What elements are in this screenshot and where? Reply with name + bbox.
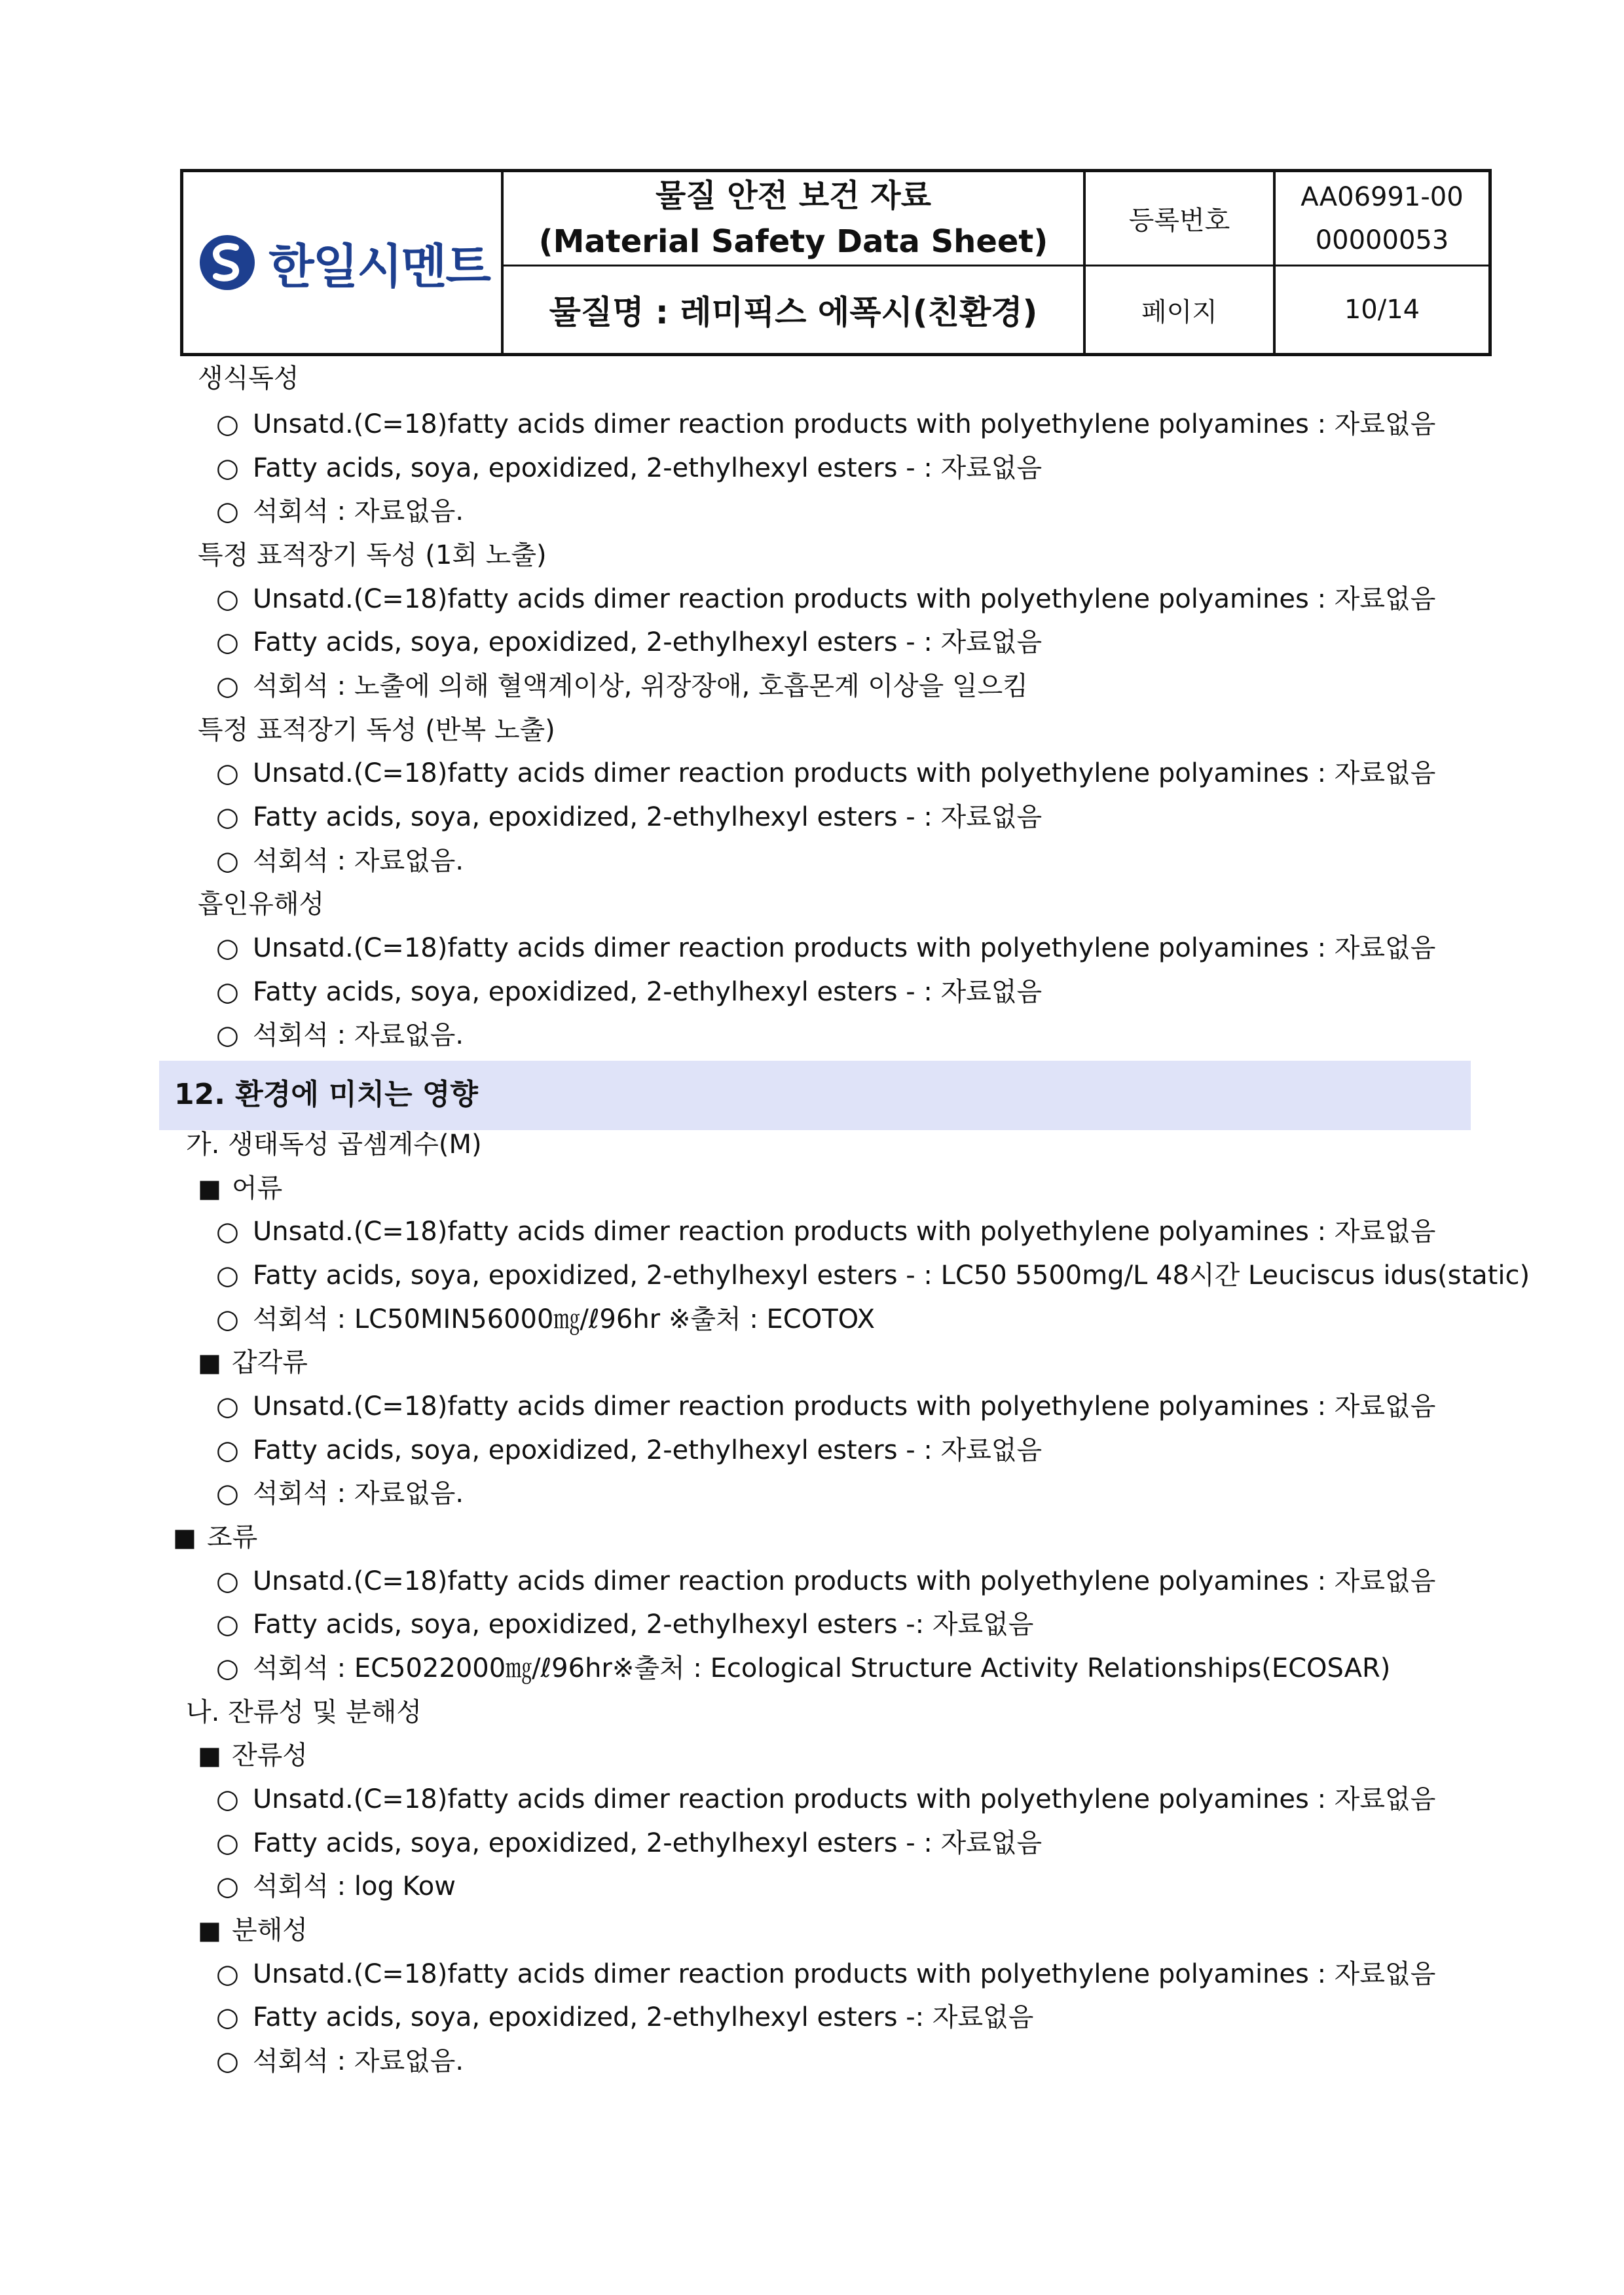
subheading: 나. 잔류성 및 분해성	[186, 1697, 422, 1727]
list-item: ○ 석회석 : 자료없음.	[216, 843, 464, 879]
list-item: ○ Fatty acids, soya, epoxidized, 2-ethylhexyl esters -: 자료없음	[216, 1606, 1033, 1643]
subheading: 흡인유해성	[198, 889, 325, 919]
category-heading: ■ 분해성	[198, 1912, 308, 1949]
list-item: ○ 석회석 : 자료없음.	[216, 1475, 464, 1512]
category-heading: ■ 어류	[198, 1170, 282, 1207]
square-bullet-icon: ■	[198, 1348, 221, 1377]
circle-bullet-icon: ○	[216, 1871, 239, 1901]
msds-header-table	[180, 169, 1492, 356]
registration-number-line1: AA06991-00	[1301, 181, 1464, 212]
page-number: 10/14	[1344, 295, 1420, 325]
product-name: 물질명 : 레미픽스 에폭시(친환경)	[549, 293, 1038, 331]
list-item: ○ 석회석 : 자료없음.	[216, 2043, 464, 2080]
registration-label: 등록번호	[1128, 206, 1230, 236]
category-heading: ■ 잔류성	[198, 1737, 308, 1774]
circle-bullet-icon: ○	[216, 1828, 239, 1858]
circle-bullet-icon: ○	[216, 1653, 239, 1683]
registration-number-line2: 00000053	[1315, 225, 1449, 255]
list-item: ○ Fatty acids, soya, epoxidized, 2-ethylhexyl esters - : 자료없음	[216, 974, 1042, 1010]
category-heading: ■ 갑각류	[198, 1344, 308, 1381]
circle-bullet-icon: ○	[216, 1217, 239, 1247]
list-item: ○ Unsatd.(C=18)fatty acids dimer reaction products with polyethylene polyamines : 자료없음	[216, 1781, 1435, 1818]
circle-bullet-icon: ○	[216, 1304, 239, 1334]
subheading: 특정 표적장기 독성 (반복 노출)	[198, 715, 555, 745]
list-item: ○ Unsatd.(C=18)fatty acids dimer reaction products with polyethylene polyamines : 자료없음	[216, 581, 1435, 617]
circle-bullet-icon: ○	[216, 1959, 239, 1989]
circle-bullet-icon: ○	[216, 1566, 239, 1596]
category-heading: ■ 조류	[173, 1519, 257, 1556]
list-item: ○ 석회석 : EC5022000㎎/ℓ96hr※출처 : Ecological Structure Activity Relationships(ECOSAR)	[216, 1650, 1390, 1687]
circle-bullet-icon: ○	[216, 1435, 239, 1465]
square-bullet-icon: ■	[198, 1916, 221, 1945]
title-korean: 물질 안전 보건 자료	[655, 177, 932, 214]
circle-bullet-icon: ○	[216, 584, 239, 614]
circle-bullet-icon: ○	[216, 671, 239, 701]
circle-bullet-icon: ○	[216, 409, 239, 439]
registration-number	[1276, 172, 1488, 265]
circle-bullet-icon: ○	[216, 1260, 239, 1291]
circle-bullet-icon: ○	[216, 1609, 239, 1640]
list-item: ○ Unsatd.(C=18)fatty acids dimer reaction products with polyethylene polyamines : 자료없음	[216, 1213, 1435, 1250]
company-logo-icon	[198, 233, 257, 292]
list-item: ○ Unsatd.(C=18)fatty acids dimer reaction products with polyethylene polyamines : 자료없음	[216, 755, 1435, 792]
square-bullet-icon: ■	[173, 1523, 196, 1552]
circle-bullet-icon: ○	[216, 1020, 239, 1050]
circle-bullet-icon: ○	[216, 758, 239, 788]
list-item: ○ 석회석 : LC50MIN56000㎎/ℓ96hr ※출처 : ECOTOX	[216, 1301, 875, 1338]
list-item: ○ Unsatd.(C=18)fatty acids dimer reaction products with polyethylene polyamines : 자료없음	[216, 1956, 1435, 1992]
list-item: ○ Unsatd.(C=18)fatty acids dimer reaction products with polyethylene polyamines : 자료없음	[216, 1388, 1435, 1425]
circle-bullet-icon: ○	[216, 802, 239, 832]
circle-bullet-icon: ○	[216, 846, 239, 876]
title-english: (Material Safety Data Sheet)	[538, 223, 1048, 260]
circle-bullet-icon: ○	[216, 453, 239, 483]
list-item: ○ Fatty acids, soya, epoxidized, 2-ethylhexyl esters - : 자료없음	[216, 799, 1042, 835]
list-item: ○ Fatty acids, soya, epoxidized, 2-ethylhexyl esters - : 자료없음	[216, 450, 1042, 487]
subheading: 특정 표적장기 독성 (1회 노출)	[198, 540, 547, 570]
list-item: ○ Unsatd.(C=18)fatty acids dimer reaction products with polyethylene polyamines : 자료없음	[216, 406, 1435, 443]
list-item: ○ Fatty acids, soya, epoxidized, 2-ethylhexyl esters - : LC50 5500mg/L 48시간 Leuciscus idus(static)	[216, 1257, 1530, 1294]
circle-bullet-icon: ○	[216, 1478, 239, 1509]
list-item: ○ 석회석 : 자료없음.	[216, 1017, 464, 1054]
list-item: ○ 석회석 : 노출에 의해 혈액계이상, 위장장애, 호흡몬계 이상을 일으킴	[216, 668, 1028, 705]
list-item: ○ 석회석 : 자료없음.	[216, 493, 464, 530]
circle-bullet-icon: ○	[216, 2046, 239, 2076]
circle-bullet-icon: ○	[216, 933, 239, 963]
list-item: ○ Unsatd.(C=18)fatty acids dimer reaction products with polyethylene polyamines : 자료없음	[216, 1563, 1435, 1600]
square-bullet-icon: ■	[198, 1174, 221, 1203]
circle-bullet-icon: ○	[216, 496, 239, 526]
document-title	[504, 172, 1083, 265]
company-name: 한일시멘트	[268, 239, 490, 294]
circle-bullet-icon: ○	[216, 627, 239, 657]
list-item: ○ Fatty acids, soya, epoxidized, 2-ethylhexyl esters - : 자료없음	[216, 624, 1042, 661]
company-logo	[183, 172, 504, 353]
list-item: ○ Fatty acids, soya, epoxidized, 2-ethylhexyl esters - : 자료없음	[216, 1432, 1042, 1469]
list-item: ○ 석회석 : log Kow	[216, 1868, 456, 1905]
square-bullet-icon: ■	[198, 1741, 221, 1770]
section-title: 12. 환경에 미치는 영향	[174, 1078, 478, 1111]
subheading: 생식독성	[198, 363, 299, 394]
list-item: ○ Fatty acids, soya, epoxidized, 2-ethylhexyl esters - : 자료없음	[216, 1825, 1042, 1862]
list-item: ○ Unsatd.(C=18)fatty acids dimer reaction products with polyethylene polyamines : 자료없음	[216, 930, 1435, 966]
subheading: 가. 생태독성 곱셈계수(M)	[186, 1129, 482, 1160]
circle-bullet-icon: ○	[216, 1784, 239, 1814]
page-label: 페이지	[1141, 297, 1217, 327]
circle-bullet-icon: ○	[216, 977, 239, 1007]
list-item: ○ Fatty acids, soya, epoxidized, 2-ethylhexyl esters -: 자료없음	[216, 1999, 1033, 2036]
circle-bullet-icon: ○	[216, 2002, 239, 2032]
circle-bullet-icon: ○	[216, 1391, 239, 1422]
